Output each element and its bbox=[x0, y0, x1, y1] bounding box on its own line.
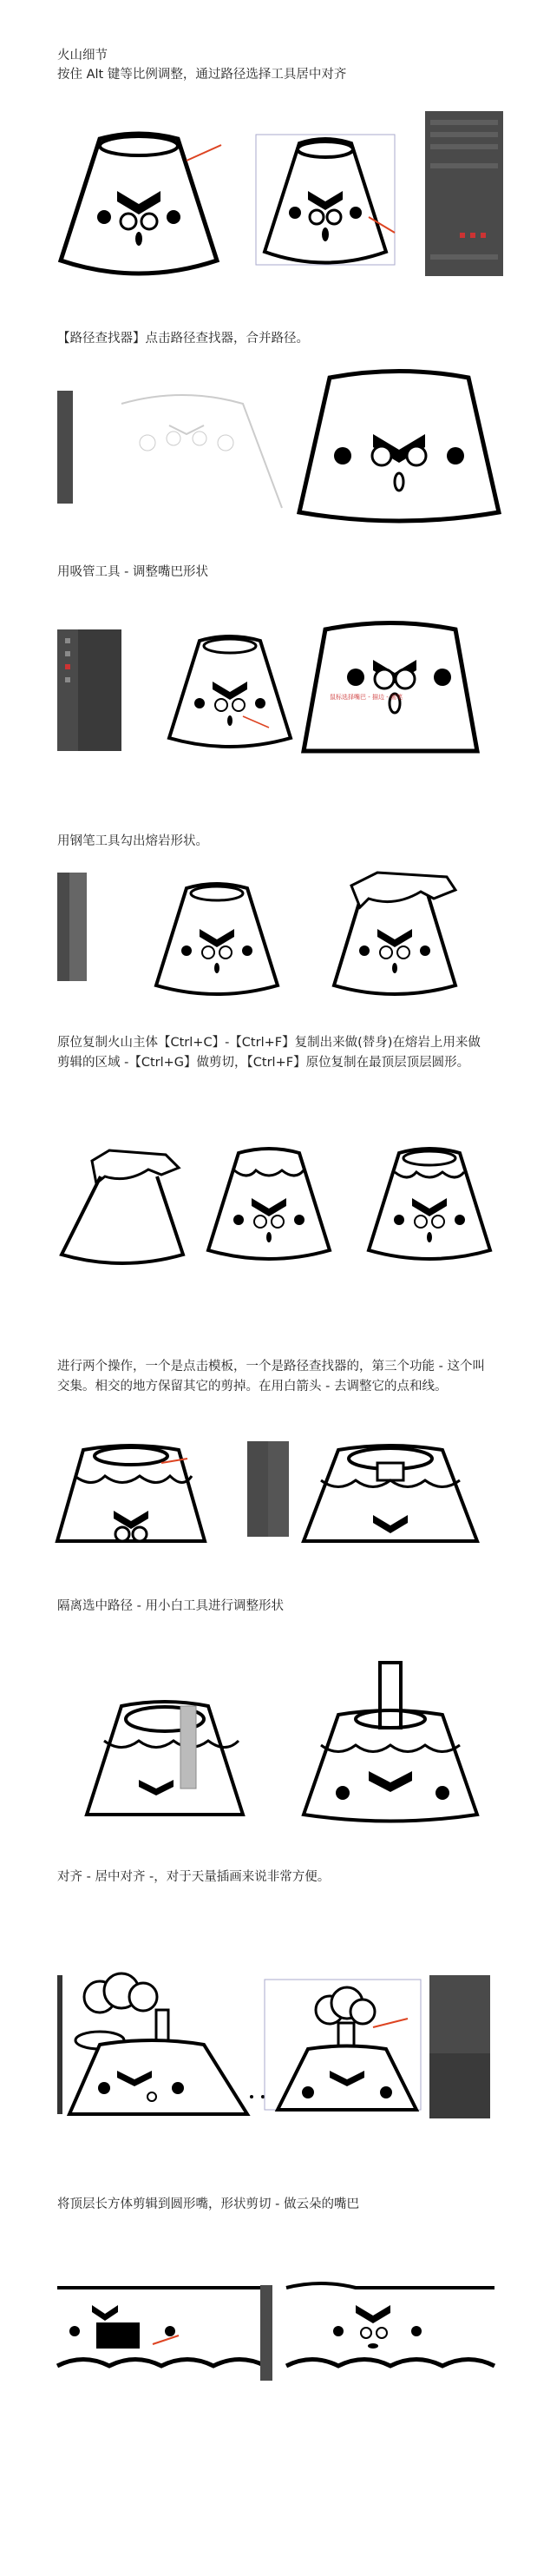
ps-toolbar-2 bbox=[57, 391, 73, 504]
ps-panel-1 bbox=[425, 111, 503, 276]
section-8-text: 对齐 - 居中对齐 -，对于天量插画来说非常方便。 bbox=[57, 1870, 331, 1884]
ps-canvas-4 bbox=[69, 873, 87, 981]
volcano-illustration-6 bbox=[152, 881, 282, 994]
volcano-cloud-2 bbox=[260, 1975, 425, 2114]
cloud-mouth-2 bbox=[286, 2283, 494, 2383]
volcano-illustration-5 bbox=[299, 625, 481, 755]
section-5-text: 原位复制火山主体【Ctrl+C】-【Ctrl+F】复制出来做(替身)在熔岩上用来做剪辑的区域 -【Ctrl+G】做剪切，【Ctrl+F】原位复制在最顶层顶层圆形。 bbox=[57, 1036, 481, 1070]
ps-toolbar-4 bbox=[57, 873, 69, 981]
section-3-text: 用吸管工具 - 调整嘴巴形状 bbox=[57, 565, 208, 579]
ps-panel-6b bbox=[268, 1441, 289, 1537]
volcano-illustration-7 bbox=[325, 873, 464, 994]
volcano-clip-2 bbox=[304, 1663, 477, 1819]
volcano-cloud-1 bbox=[65, 1975, 256, 2114]
volcano-illustration-10 bbox=[364, 1146, 494, 1259]
volcano-crop-1 bbox=[57, 1446, 205, 1541]
section-9-text: 将顶层长方体剪辑到圆形嘴，形状剪切 - 做云朵的嘴巴 bbox=[57, 2197, 359, 2211]
pathfinder-outline bbox=[87, 391, 286, 512]
ps-toolbar-8 bbox=[57, 1975, 62, 2114]
annotation-label: 鼠标选择嘴巴 - 描边 - 画笔 bbox=[330, 694, 403, 701]
section-1-text: 按住 Alt 键等比例调整，通过路径选择工具居中对齐 bbox=[57, 68, 347, 82]
ps-panel-8b bbox=[429, 2053, 490, 2118]
volcano-illustration-2 bbox=[252, 130, 399, 269]
red-arrow bbox=[182, 143, 226, 169]
section-1-title: 火山细节 bbox=[57, 49, 108, 63]
ps-panel-9 bbox=[260, 2285, 272, 2381]
volcano-crop-2 bbox=[304, 1446, 477, 1541]
section-7-text: 隔离选中路径 - 用小白工具进行调整形状 bbox=[57, 1599, 284, 1613]
section-2-text: 【路径查找器】点击路径查找器，合并路径。 bbox=[57, 332, 309, 346]
ps-layer-3 bbox=[78, 629, 121, 751]
ps-toolbar-3 bbox=[57, 629, 78, 751]
volcano-illustration-3 bbox=[295, 373, 503, 521]
volcano-clip-1 bbox=[87, 1702, 243, 1815]
section-6-text: 进行两个操作，一个是点击模板，一个是路径查找器的，第三个功能 - 这个叫交集。相交的地方保留其它的剪掉。在用白箭头 - 去调整它的点和线。 bbox=[57, 1360, 485, 1393]
volcano-illustration-9 bbox=[204, 1146, 334, 1259]
volcano-illustration-4 bbox=[165, 634, 295, 747]
cloud-mouth-1 bbox=[57, 2283, 265, 2383]
section-4-text: 用钢笔工具勾出熔岩形状。 bbox=[57, 834, 208, 848]
ps-panel-6a bbox=[247, 1441, 268, 1537]
volcano-illustration-8 bbox=[57, 1150, 187, 1263]
ps-panel-8a bbox=[429, 1975, 490, 2053]
